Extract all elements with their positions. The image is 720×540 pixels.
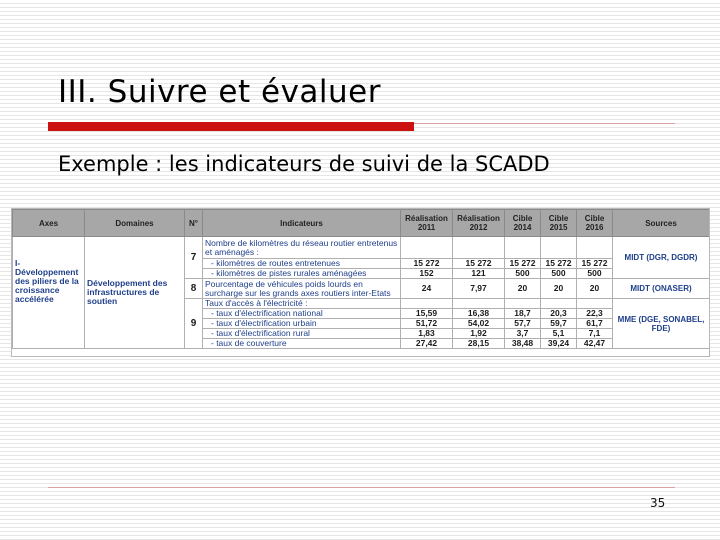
axe-cell: I- Développement des piliers de la croissance accélérée (13, 237, 85, 349)
indicator-label: - taux de couverture (203, 339, 401, 349)
value-cell: 54,02 (453, 319, 505, 329)
value-cell: 152 (401, 269, 453, 279)
value-cell (541, 299, 577, 309)
value-cell: 59,7 (541, 319, 577, 329)
value-cell: 15 272 (505, 259, 541, 269)
source-cell: MIDT (DGR, DGDR) (613, 237, 710, 279)
indicator-label: - taux d'électrification rural (203, 329, 401, 339)
header-cible-2014: Cible 2014 (505, 210, 541, 237)
value-cell: 20 (577, 279, 613, 299)
value-cell (453, 299, 505, 309)
value-cell: 57,7 (505, 319, 541, 329)
value-cell: 24 (401, 279, 453, 299)
value-cell (505, 299, 541, 309)
indicator-label: - taux d'électrification urbain (203, 319, 401, 329)
indicator-label: - kilomètres de routes entretenues (203, 259, 401, 269)
indicator-label: Pourcentage de véhicules poids lourds en surcharge sur les grands axes routiers inter-Etats (203, 279, 401, 299)
value-cell: 15,59 (401, 309, 453, 319)
header-domaines: Domaines (85, 210, 185, 237)
indicator-number: 7 (185, 237, 203, 279)
header-numero: N° (185, 210, 203, 237)
value-cell (577, 237, 613, 259)
value-cell: 15 272 (453, 259, 505, 269)
value-cell: 15 272 (577, 259, 613, 269)
footer-rule (48, 487, 675, 488)
table-row (13, 237, 710, 259)
header-axes: Axes (13, 210, 85, 237)
source-cell: MIDT (ONASER) (613, 279, 710, 299)
value-cell: 18,7 (505, 309, 541, 319)
value-cell: 3,7 (505, 329, 541, 339)
indicator-label: Nombre de kilomètres du réseau routier entretenus et aménagés : (203, 237, 401, 259)
value-cell: 28,15 (453, 339, 505, 349)
title-accent-bar (48, 122, 414, 131)
value-cell: 15 272 (541, 259, 577, 269)
header-cible-2016: Cible 2016 (577, 210, 613, 237)
page-number: 35 (650, 496, 666, 510)
value-cell (541, 237, 577, 259)
domaine-cell: Développement des infrastructures de soutien (85, 237, 185, 349)
value-cell: 5,1 (541, 329, 577, 339)
value-cell: 500 (541, 269, 577, 279)
value-cell (401, 299, 453, 309)
value-cell: 500 (577, 269, 613, 279)
header-realisation-2011: Réalisation 2011 (401, 210, 453, 237)
header-indicateurs: Indicateurs (203, 210, 401, 237)
indicators-table-image (11, 208, 710, 357)
value-cell: 20 (541, 279, 577, 299)
indicator-label: - kilomètres de pistes rurales aménagées (203, 269, 401, 279)
value-cell (453, 237, 505, 259)
value-cell (577, 299, 613, 309)
indicator-number: 8 (185, 279, 203, 299)
indicator-number: 9 (185, 299, 203, 349)
value-cell: 7,97 (453, 279, 505, 299)
value-cell: 15 272 (401, 259, 453, 269)
slide-subtitle: Exemple : les indicateurs de suivi de la SCADD (58, 152, 550, 176)
value-cell: 1,92 (453, 329, 505, 339)
header-cible-2015: Cible 2015 (541, 210, 577, 237)
header-realisation-2012: Réalisation 2012 (453, 210, 505, 237)
source-cell: MME (DGE, SONABEL, FDE) (613, 299, 710, 349)
value-cell: 500 (505, 269, 541, 279)
value-cell (401, 237, 453, 259)
value-cell: 27,42 (401, 339, 453, 349)
value-cell: 121 (453, 269, 505, 279)
indicator-label: - taux d'électrification national (203, 309, 401, 319)
value-cell: 20,3 (541, 309, 577, 319)
indicator-label: Taux d'accès à l'électricité : (203, 299, 401, 309)
value-cell: 61,7 (577, 319, 613, 329)
table-header-row (13, 210, 710, 237)
value-cell: 42,47 (577, 339, 613, 349)
value-cell: 7,1 (577, 329, 613, 339)
value-cell: 22,3 (577, 309, 613, 319)
value-cell: 38,48 (505, 339, 541, 349)
value-cell: 39,24 (541, 339, 577, 349)
slide-title: III. Suivre et évaluer (58, 74, 381, 110)
header-sources: Sources (613, 210, 710, 237)
value-cell: 20 (505, 279, 541, 299)
value-cell (505, 237, 541, 259)
value-cell: 16,38 (453, 309, 505, 319)
indicators-table (12, 209, 710, 349)
value-cell: 51,72 (401, 319, 453, 329)
value-cell: 1,83 (401, 329, 453, 339)
